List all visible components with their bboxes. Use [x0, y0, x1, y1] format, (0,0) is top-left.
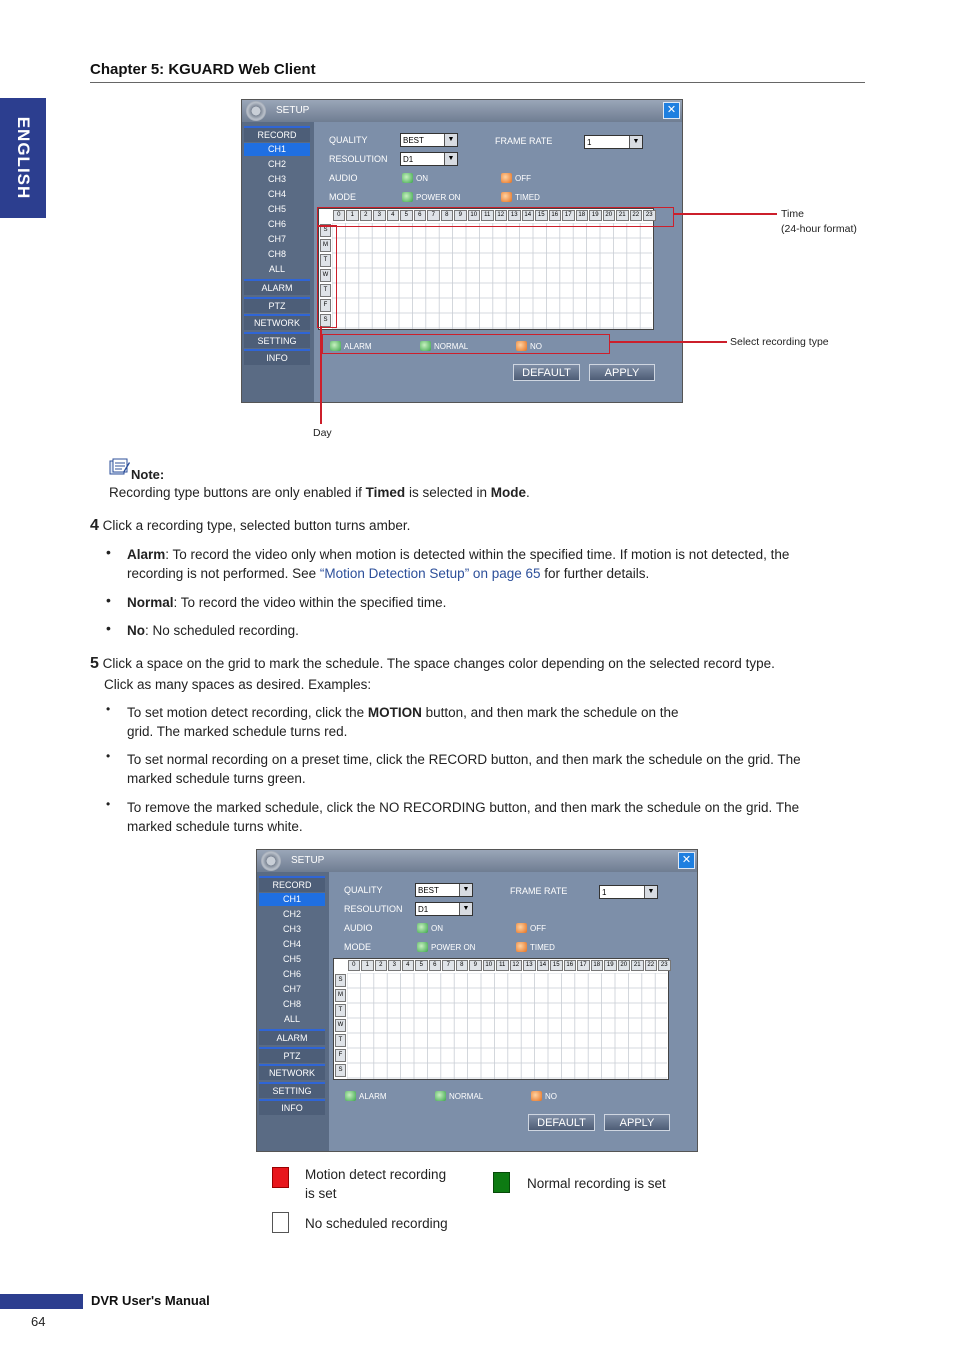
- type-no-label: NO: [530, 341, 542, 351]
- sidebar-channel-item[interactable]: CH1: [244, 143, 310, 156]
- default-button[interactable]: DEFAULT: [528, 1114, 595, 1131]
- day-cell: F: [320, 299, 331, 312]
- legend-none-swatch: [272, 1212, 289, 1233]
- hour-cell: 21: [616, 210, 629, 221]
- quality-label: QUALITY: [329, 135, 368, 145]
- audio-on-indicator-icon: [417, 923, 428, 933]
- sidebar-menu-item[interactable]: NETWORK: [244, 314, 310, 330]
- sidebar-menu-item[interactable]: INFO: [244, 349, 310, 365]
- frame-rate-label: FRAME RATE: [495, 136, 553, 146]
- sidebar-channel-item[interactable]: CH3: [282, 924, 301, 934]
- day-cell: M: [320, 239, 331, 252]
- sidebar-channel-item[interactable]: CH7: [282, 984, 301, 994]
- hour-cell: 9: [454, 210, 467, 221]
- type-normal-indicator-icon: [435, 1091, 446, 1101]
- sidebar-menu-item[interactable]: PTZ: [244, 297, 310, 313]
- alarm-text2-post: for further details.: [540, 566, 650, 581]
- chevron-down-icon: ▼: [459, 884, 472, 896]
- note-icon: [108, 458, 130, 476]
- type-no-indicator-icon: [531, 1091, 542, 1101]
- bullet-dot: •: [106, 544, 111, 560]
- setup-window-1: [241, 99, 683, 403]
- hour-cell: 1: [361, 960, 374, 971]
- setup-window-2: [256, 849, 698, 1152]
- bullet-dot: •: [106, 592, 111, 608]
- chapter-title: Chapter 5: KGUARD Web Client: [90, 61, 316, 78]
- mode-power-on-indicator-icon: [417, 942, 428, 952]
- alarm-term: Alarm: [127, 547, 166, 562]
- hour-cell: 13: [523, 960, 536, 971]
- day-cell: T: [320, 254, 331, 267]
- gear-icon: [246, 101, 266, 121]
- hour-cell: 23: [643, 210, 656, 221]
- sidebar-menu-item[interactable]: ALARM: [244, 279, 310, 295]
- resolution-value: D1: [418, 905, 429, 914]
- legend-motion-swatch: [272, 1167, 289, 1188]
- quality-select[interactable]: [415, 883, 473, 897]
- hour-cell: 7: [442, 960, 455, 971]
- mode-timed-label: TIMED: [530, 942, 555, 952]
- bullet-normal: [127, 593, 446, 612]
- window-title: SETUP: [291, 855, 325, 866]
- chevron-down-icon: ▼: [444, 153, 457, 165]
- resolution-select[interactable]: [400, 152, 458, 166]
- sidebar-channel-item[interactable]: CH4: [282, 939, 301, 949]
- day-cell: M: [335, 989, 346, 1002]
- note-title: Note:: [131, 467, 165, 482]
- bullet-no-recording: [127, 798, 799, 836]
- apply-button[interactable]: APPLY: [589, 364, 655, 381]
- type-callout-line: [610, 341, 727, 343]
- day-cell: F: [335, 1049, 346, 1062]
- audio-on-label: ON: [416, 173, 428, 183]
- step-4-number: 4: [90, 517, 99, 534]
- mode-power-on-label: POWER ON: [416, 192, 461, 202]
- day-header-column: [334, 959, 347, 1079]
- bullet-dot: •: [106, 620, 111, 636]
- hour-cell: 4: [387, 210, 400, 221]
- quality-label: QUALITY: [344, 885, 383, 895]
- normal-text: : To record the video within the specified time.: [173, 595, 447, 610]
- sidebar-menu-item[interactable]: INFO: [259, 1099, 325, 1115]
- mode-power-on[interactable]: [417, 942, 475, 952]
- hour-cell: 3: [388, 960, 401, 971]
- b1-term: MOTION: [367, 705, 422, 720]
- hour-cell: 0: [348, 960, 361, 971]
- chevron-down-icon: ▼: [459, 903, 472, 915]
- close-button[interactable]: ✕: [663, 102, 680, 119]
- language-tab-label: ENGLISH: [14, 116, 33, 200]
- hour-cell: 18: [576, 210, 589, 221]
- note-text-mid: is selected in: [405, 485, 491, 500]
- day-callout-label: Day: [313, 427, 332, 439]
- audio-off-indicator-icon: [501, 173, 512, 183]
- hour-cell: 19: [604, 960, 617, 971]
- audio-off[interactable]: [516, 923, 546, 933]
- resolution-value: D1: [403, 155, 414, 164]
- day-cell: W: [320, 269, 331, 282]
- sidebar-channel-item[interactable]: CH5: [282, 954, 301, 964]
- setup-main-panel: [333, 876, 697, 1151]
- step-5: [90, 654, 775, 673]
- resolution-label: RESOLUTION: [329, 154, 388, 164]
- audio-label: AUDIO: [329, 173, 358, 183]
- hour-cell: 11: [481, 210, 494, 221]
- header-rule: [90, 82, 865, 83]
- step-4: [90, 516, 410, 535]
- sidebar-channel-item[interactable]: CH4: [267, 189, 286, 199]
- hour-cell: 19: [589, 210, 602, 221]
- type-callout-box: [322, 334, 610, 354]
- audio-label: AUDIO: [344, 923, 373, 933]
- sidebar-channel-item[interactable]: CH6: [267, 219, 286, 229]
- day-callout-box: [317, 225, 337, 328]
- day-cell: T: [335, 1004, 346, 1017]
- mode-power-on-label: POWER ON: [431, 942, 476, 952]
- hour-cell: 9: [469, 960, 482, 971]
- b1-pre: To set motion detect recording, click the: [127, 705, 368, 720]
- footer-bar: [0, 1294, 83, 1309]
- mode-power-on[interactable]: [402, 192, 460, 202]
- sidebar-channel-item[interactable]: CH7: [267, 234, 286, 244]
- type-normal-label: NORMAL: [434, 341, 469, 351]
- sidebar-channel-item[interactable]: CH3: [267, 174, 286, 184]
- sidebar-menu-item[interactable]: ALARM: [259, 1029, 325, 1045]
- legend-motion-line1: Motion detect recording: [305, 1167, 447, 1182]
- mode-timed[interactable]: [516, 942, 555, 952]
- apply-button[interactable]: APPLY: [604, 1114, 670, 1131]
- sidebar-channel-item[interactable]: CH5: [267, 204, 286, 214]
- hour-cell: 15: [535, 210, 548, 221]
- legend-motion-label: [305, 1165, 446, 1203]
- default-button[interactable]: DEFAULT: [513, 364, 580, 381]
- hour-cell: 1: [346, 210, 359, 221]
- hour-cell: 16: [564, 960, 577, 971]
- setup-sidebar: [242, 122, 314, 402]
- quality-value: BEST: [418, 886, 439, 895]
- bullet-record: [127, 750, 801, 788]
- time-callout-box: [317, 207, 674, 227]
- hour-cell: 10: [483, 960, 496, 971]
- hour-cell: 11: [496, 960, 509, 971]
- language-tab: [0, 98, 46, 218]
- legend-normal-label: Normal recording is set: [527, 1176, 666, 1191]
- sidebar-channel-item[interactable]: ALL: [283, 1014, 300, 1024]
- sidebar-channel-item[interactable]: CH6: [282, 969, 301, 979]
- sidebar-record-button[interactable]: RECORD: [259, 876, 325, 892]
- hour-cell: 8: [456, 960, 469, 971]
- chevron-down-icon: ▼: [444, 134, 457, 146]
- frame-rate-select[interactable]: [599, 885, 658, 899]
- footer-manual-title: DVR User's Manual: [91, 1293, 210, 1308]
- b1-line2: grid. The marked schedule turns red.: [127, 724, 348, 739]
- hour-cell: 20: [603, 210, 616, 221]
- sidebar-channel-item[interactable]: CH8: [267, 249, 286, 259]
- hour-cell: 22: [645, 960, 658, 971]
- title-bar: [257, 850, 697, 872]
- audio-on[interactable]: [417, 923, 443, 933]
- audio-off-label: OFF: [530, 923, 546, 933]
- mode-label: MODE: [329, 192, 356, 202]
- hour-cell: 12: [495, 210, 508, 221]
- frame-rate-select[interactable]: [584, 135, 643, 149]
- type-alarm-label: ALARM: [359, 1091, 387, 1101]
- time-callout-sublabel: (24-hour format): [781, 223, 857, 235]
- type-alarm-label: ALARM: [344, 341, 372, 351]
- no-term: No: [127, 623, 145, 638]
- step-4-text: Click a recording type, selected button turns amber.: [102, 518, 411, 533]
- sidebar-menu-item[interactable]: NETWORK: [259, 1064, 325, 1080]
- type-normal-label: NORMAL: [449, 1091, 484, 1101]
- audio-off-label: OFF: [515, 173, 531, 183]
- type-alarm[interactable]: [345, 1091, 387, 1101]
- hour-cell: 6: [429, 960, 442, 971]
- setup-main-panel: [318, 126, 682, 402]
- note-text-pre: Recording type buttons are only enabled if: [109, 485, 366, 500]
- resolution-select[interactable]: [415, 902, 473, 916]
- sidebar-channel-item[interactable]: ALL: [268, 264, 285, 274]
- chevron-down-icon: ▼: [644, 886, 657, 898]
- bullet-motion: [127, 703, 679, 741]
- day-cell: S: [335, 974, 346, 987]
- mode-timed[interactable]: [501, 192, 540, 202]
- window-title: SETUP: [276, 105, 310, 116]
- grid-cells[interactable]: [347, 973, 667, 1079]
- hour-cell: 2: [360, 210, 373, 221]
- hour-cell: 13: [508, 210, 521, 221]
- note-text-end: .: [525, 485, 530, 500]
- mode-label: MODE: [344, 942, 371, 952]
- title-bar: [242, 100, 682, 122]
- hour-cell: 0: [333, 210, 346, 221]
- hour-cell: 18: [591, 960, 604, 971]
- type-no-label: NO: [545, 1091, 557, 1101]
- hour-cell: 5: [400, 210, 413, 221]
- step-5-number: 5: [90, 655, 99, 672]
- mode-timed-indicator-icon: [501, 192, 512, 202]
- grid-cells[interactable]: [332, 223, 652, 329]
- hour-cell: 6: [414, 210, 427, 221]
- type-callout-label: Select recording type: [730, 336, 829, 348]
- hour-cell: 21: [631, 960, 644, 971]
- b2-line1: To set normal recording on a preset time, click the RECORD button, and then mark the schedule on the grid. The: [127, 752, 801, 767]
- type-alarm-indicator-icon: [345, 1091, 356, 1101]
- day-cell: S: [335, 1064, 346, 1077]
- hour-header-row: [347, 959, 671, 972]
- normal-term: Normal: [127, 595, 174, 610]
- audio-on-label: ON: [431, 923, 443, 933]
- hour-cell: 5: [415, 960, 428, 971]
- bullet-no: [127, 621, 299, 640]
- bullet-dot: •: [106, 797, 111, 811]
- b1-post: button, and then mark the schedule on the: [421, 705, 679, 720]
- hour-cell: 4: [402, 960, 415, 971]
- day-cell: T: [320, 284, 331, 297]
- hour-cell: 2: [375, 960, 388, 971]
- day-cell: T: [335, 1034, 346, 1047]
- b2-line2: marked schedule turns green.: [127, 771, 306, 786]
- mode-power-on-indicator-icon: [402, 192, 413, 202]
- type-no[interactable]: [531, 1091, 557, 1101]
- note-text: [109, 483, 530, 502]
- audio-off[interactable]: [501, 173, 531, 183]
- sidebar-menu-item[interactable]: PTZ: [259, 1047, 325, 1063]
- alarm-text: : To record the video only when motion is detected within the specified time. If motion is not detected, the: [165, 547, 790, 562]
- hour-cell: 14: [522, 210, 535, 221]
- note-mode: Mode: [490, 485, 526, 500]
- note-timed: Timed: [365, 485, 406, 500]
- page-number: 64: [31, 1314, 46, 1329]
- hour-cell: 15: [550, 960, 563, 971]
- hour-cell: 14: [537, 960, 550, 971]
- hour-cell: 16: [549, 210, 562, 221]
- schedule-grid[interactable]: [333, 958, 669, 1080]
- bullet-dot: •: [106, 702, 111, 716]
- hour-cell: 8: [441, 210, 454, 221]
- bullet-dot: •: [106, 749, 111, 763]
- frame-rate-value: 1: [587, 138, 592, 147]
- hour-cell: 20: [618, 960, 631, 971]
- b3-line1: To remove the marked schedule, click the NO RECORDING button, and then mark the schedule on the grid. The: [127, 800, 800, 815]
- setup-sidebar: [257, 872, 329, 1151]
- hour-cell: 3: [373, 210, 386, 221]
- mode-timed-indicator-icon: [516, 942, 527, 952]
- motion-detection-link[interactable]: “Motion Detection Setup” on page 65: [319, 566, 541, 581]
- gear-icon: [261, 851, 281, 871]
- sidebar-channel-item[interactable]: CH1: [259, 893, 325, 906]
- type-normal[interactable]: [435, 1091, 483, 1101]
- hour-cell: 17: [562, 210, 575, 221]
- frame-rate-label: FRAME RATE: [510, 886, 568, 896]
- day-cell: W: [335, 1019, 346, 1032]
- hour-cell: 7: [427, 210, 440, 221]
- quality-value: BEST: [403, 136, 424, 145]
- time-callout-line: [673, 213, 777, 215]
- close-button[interactable]: ✕: [678, 852, 695, 869]
- hour-cell: 22: [630, 210, 643, 221]
- frame-rate-value: 1: [602, 888, 607, 897]
- no-text: : No scheduled recording.: [145, 623, 299, 638]
- resolution-label: RESOLUTION: [344, 904, 403, 914]
- b3-line2: marked schedule turns white.: [127, 819, 303, 834]
- day-cell: S: [320, 224, 331, 237]
- legend-normal-swatch: [493, 1172, 510, 1193]
- alarm-text2-pre: recording is not performed. See: [127, 566, 320, 581]
- mode-timed-label: TIMED: [515, 192, 540, 202]
- time-callout-label: Time: [781, 208, 804, 220]
- legend-none-label: No scheduled recording: [305, 1216, 448, 1231]
- audio-on[interactable]: [402, 173, 428, 183]
- sidebar-channel-item[interactable]: CH8: [282, 999, 301, 1009]
- day-cell: S: [320, 314, 331, 327]
- audio-off-indicator-icon: [516, 923, 527, 933]
- bullet-alarm: [127, 545, 789, 583]
- hour-cell: 12: [510, 960, 523, 971]
- hour-cell: 23: [658, 960, 671, 971]
- hour-cell: 10: [468, 210, 481, 221]
- step-5-text: Click a space on the grid to mark the schedule. The space changes color depending on the selected record type.: [102, 656, 775, 671]
- quality-select[interactable]: [400, 133, 458, 147]
- legend-motion-line2: is set: [305, 1186, 337, 1201]
- sidebar-menu-item[interactable]: SETTING: [259, 1082, 325, 1098]
- step-5-text2: Click as many spaces as desired. Examples:: [104, 677, 372, 692]
- audio-on-indicator-icon: [402, 173, 413, 183]
- sidebar-menu-item[interactable]: SETTING: [244, 332, 310, 348]
- sidebar-record-button[interactable]: RECORD: [244, 126, 310, 142]
- sidebar-channel-item[interactable]: CH2: [282, 909, 301, 919]
- sidebar-channel-item[interactable]: CH2: [267, 159, 286, 169]
- chevron-down-icon: ▼: [629, 136, 642, 148]
- hour-cell: 17: [577, 960, 590, 971]
